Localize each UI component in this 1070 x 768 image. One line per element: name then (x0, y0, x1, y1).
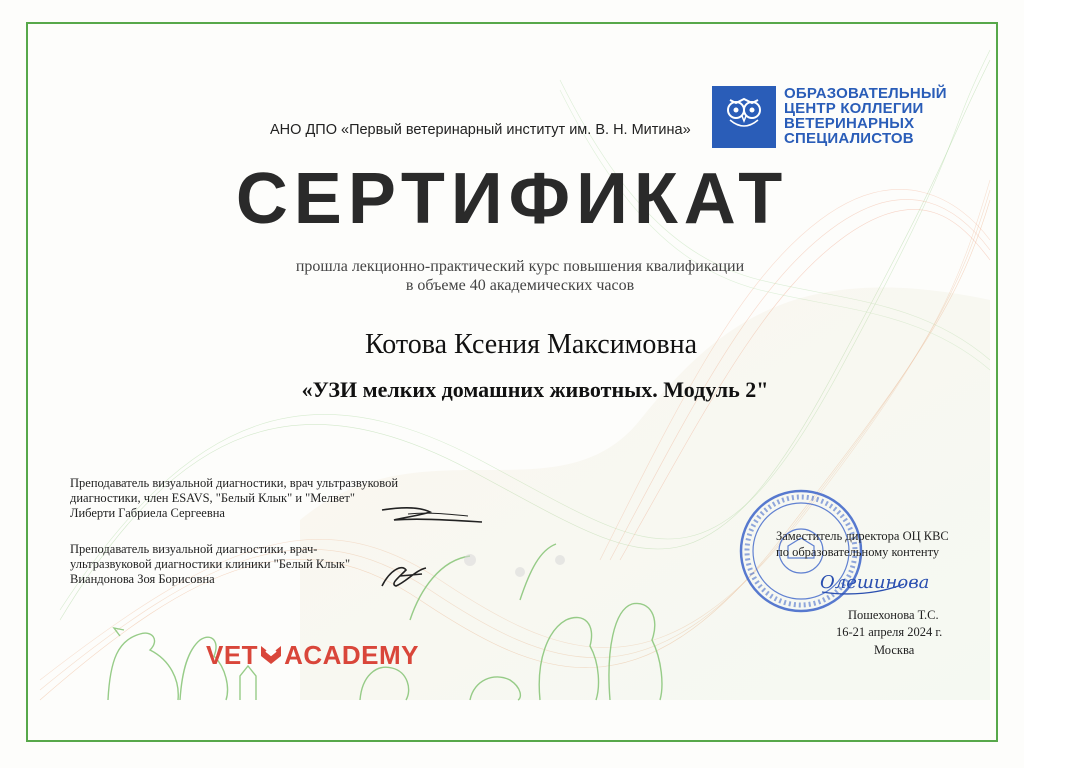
director-signature-text: Олешинова (820, 572, 930, 593)
director-name: Пошехонова Т.С. (848, 608, 939, 622)
logo-line: ЦЕНТР КОЛЛЕГИИ (784, 100, 924, 117)
vetacademy-logo-left: VET (206, 640, 259, 670)
course-hours: в объеме 40 академических часов (405, 277, 635, 294)
director-position-line: по образовательному контенту (776, 545, 940, 559)
teacher-1-name: Либерти Габриела Сергеевна (70, 506, 225, 520)
course-title: «УЗИ мелких домашних животных. Модуль 2" (301, 377, 769, 402)
course-description: прошла лекционно-практический курс повышения квалификации (295, 258, 745, 275)
certificate-title: СЕРТИФИКАТ (235, 159, 789, 239)
teacher-2-line: Преподаватель визуальной диагностики, врач- (70, 542, 318, 556)
director-position-line: Заместитель директора ОЦ КВС (776, 529, 949, 543)
teacher-2 (70, 542, 350, 587)
teacher-1-line: Преподаватель визуальной диагностики, врач ультразвуковой (70, 476, 399, 490)
recipient-name: Котова Ксения Максимовна (364, 329, 698, 360)
teacher-2-line: ультразвуковой диагностики клиники "Белый Клык" (70, 557, 351, 571)
logo-line: ВЕТЕРИНАРНЫХ (784, 115, 915, 132)
teacher-2-name: Виандонова Зоя Борисовна (70, 572, 215, 586)
owl-logo-icon (712, 86, 776, 148)
certificate-date: 16-21 апреля 2024 г. (836, 625, 943, 639)
logo-text (784, 86, 947, 146)
teacher-2-signature (376, 560, 436, 594)
vetacademy-logo-right: ACADEMY (284, 640, 420, 670)
logo-line: СПЕЦИАЛИСТОВ (784, 130, 914, 147)
certificate-city: Москва (874, 643, 915, 657)
teacher-1-signature (378, 500, 488, 530)
logo-line: ОБРАЗОВАТЕЛЬНЫЙ (784, 85, 947, 102)
vetacademy-logo (206, 640, 419, 671)
director-position (776, 528, 949, 560)
director-signature (818, 560, 930, 600)
heart-shield-icon (258, 644, 284, 666)
teacher-1-line: диагностики, член ESAVS, "Белый Клык" и "Мелвет" (70, 491, 355, 505)
teacher-1 (70, 476, 398, 521)
institute-name: АНО ДПО «Первый ветеринарный институт им. В. Н. Митина» (270, 122, 691, 138)
